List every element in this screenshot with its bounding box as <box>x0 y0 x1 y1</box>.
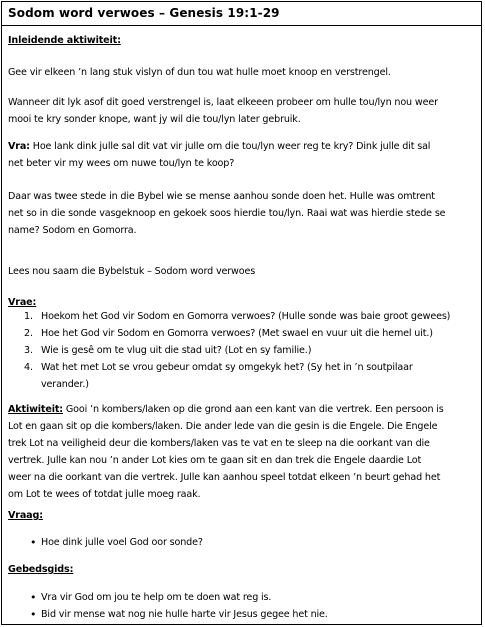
read-instruction: Lees nou saam die Bybelstuk – Sodom word verwoes <box>8 266 256 277</box>
title-box <box>1 1 482 26</box>
activity-line-3: trek Lot na veiligheid deur die kombers/laken vas te vat en te sleep na die oorkant van die <box>8 438 430 449</box>
vraag-item-text: Hoe dink julle voel God oor sonde? <box>41 537 203 548</box>
question-2 <box>8 326 478 343</box>
question-text: Wie is gesê om te vlug uit die stad uit? (Lot en sy familie.) <box>41 345 312 356</box>
activity-line-1 <box>8 401 444 418</box>
question-number: 2. <box>24 328 33 339</box>
question-4 <box>8 360 478 394</box>
prayer-list-item <box>8 589 478 606</box>
activity-line-6: om Lot te wees of totdat julle moeg raak. <box>8 489 201 500</box>
intro-heading: Inleidende aktiwiteit: <box>8 35 121 46</box>
vra-line-1 <box>8 138 430 155</box>
question-text: Wat het met Lot se vrou gebeur omdat sy omgekyk het? (Sy het in ’n soutpilaar <box>41 362 413 373</box>
question-3 <box>8 343 478 360</box>
intro-paragraph-2-line-2: mooi te kry sonder knope, want jy wil die tou/lyn later gebruik. <box>8 114 301 125</box>
question-number: 4. <box>24 362 33 373</box>
bullet-icon: • <box>30 536 37 549</box>
question-number: 1. <box>24 311 33 322</box>
vra-line-2: net beter vir my wees om nuwe tou/lyn te koop? <box>8 158 235 169</box>
activity-line-4: vertrek. Julle kan nou ’n ander Lot kies om te gaan sit en dan trek die Engele daardie Lot <box>8 455 422 466</box>
question-text: Hoe het God vir Sodom en Gomorra verwoes? (Met swael en vuur uit die hemel uit.) <box>41 328 433 339</box>
intro-paragraph-2-line-1: Wanneer dit lyk asof dit goed verstrengel is, laat elkeeen probeer om hulle tou/lyn nou weer <box>8 97 438 108</box>
story-line-1: Daar was twee stede in die Bybel wie se mense aanhou sonde doen het. Hulle was omtrent <box>8 191 435 202</box>
question-number: 3. <box>24 345 33 356</box>
activity-line-2: Lot en gaan sit op die kombers/laken. Die ander lede van die gesin is die Engele. Die Engele <box>8 421 438 432</box>
prayer-item-text: Bid vir mense wat nog nie hulle harte vir Jesus gegee het nie. <box>41 609 328 620</box>
question-text: Hoekom het God vir Sodom en Gomorra verwoes? (Hulle sonde was baie groot gewees) <box>41 311 451 322</box>
activity-text: Gooi ’n kombers/laken op die grond aan een kant van die vertrek. Een persoon is <box>63 404 444 415</box>
vraag-list-item <box>8 534 478 551</box>
vraag-heading: Vraag: <box>8 510 43 521</box>
vra-text: Hoe lank dink julle sal dit vat vir julle om die tou/lyn weer reg te kry? Dink julle dit sal <box>29 141 431 152</box>
story-line-3: name? Sodom en Gomorra. <box>8 225 137 236</box>
prayer-item-text: Vra vir God om jou te help om te doen wat reg is. <box>41 592 272 603</box>
vrae-heading: Vrae: <box>8 297 37 308</box>
question-1 <box>8 309 478 326</box>
question-text-continued: verander.) <box>41 378 89 390</box>
intro-paragraph-1: Gee vir elkeen ’n lang stuk vislyn of dun tou wat hulle moet knoop en verstrengel. <box>8 67 391 78</box>
story-line-2: net so in die sonde vasgeknoop en gekoek soos hierdie tou/lyn. Raai wat was hierdie stede se <box>8 208 446 219</box>
bullet-icon: • <box>30 608 37 621</box>
bullet-icon: • <box>30 591 37 604</box>
activity-line-5: weer na die oorkant van die vertrek. Julle kan aanhou speel totdat elkeen ’n beurt gehad het <box>8 472 441 483</box>
prayer-heading: Gebedsgids: <box>8 564 74 575</box>
page-title: Sodom word verwoes – Genesis 19:1-29 <box>8 6 280 20</box>
vra-label: Vra: <box>8 141 30 152</box>
prayer-list-item <box>8 606 478 623</box>
activity-label: Aktiwiteit: <box>8 404 63 415</box>
worksheet-body <box>1 26 482 625</box>
